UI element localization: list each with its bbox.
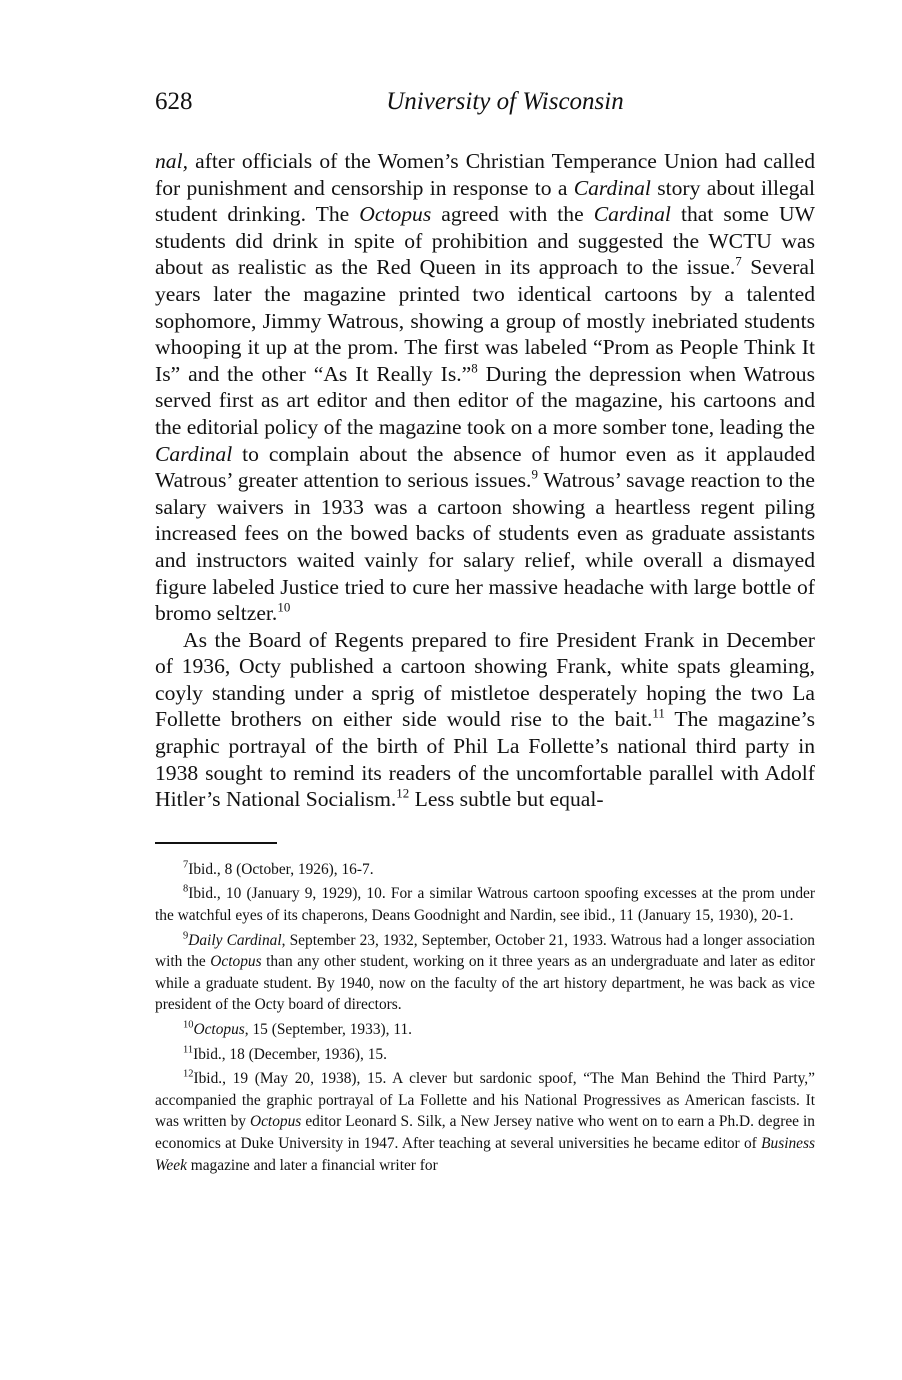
- footnote-text: Ibid., 18 (December, 1936), 15.: [193, 1045, 387, 1063]
- footnote-text: magazine and later a financial writer for: [186, 1156, 438, 1174]
- footnote-text: Ibid., 10 (January 9, 1929), 10. For a similar Watrous cartoon spoofing excesses at the prom under the watchful eyes of its chaperons, Deans Goodnight and Nardin, see ibid., 11 (January 15, 1930), 20-1.: [155, 885, 815, 925]
- footnote-number: 9: [183, 930, 189, 942]
- text-run: As the Board of Regents prepared to fire President Frank in December of 1936, Octy published a cartoon showing Frank, white spats gleaming, coyly standing under a sprig of mistletoe desperately hoping the two La Follette brothers on either side would rise to the bait.: [155, 627, 815, 732]
- text-run: story about illegal student drinking. The: [155, 175, 815, 227]
- footnote-9: [155, 930, 815, 1016]
- italic-text: Daily Cardinal: [188, 931, 282, 949]
- footnote-ref-10: 10: [277, 599, 291, 615]
- page-header: [155, 88, 815, 128]
- footnote-text: than any other student, working on it three years as an undergraduate and later as editor while a graduate student. By 1940, now on the faculty of the art history department, he was back as vice president of the Octy board of directors.: [155, 953, 815, 1014]
- text-run: The magazine’s graphic portrayal of the birth of Phil La Follette’s national third party in 1938 sought to remind its readers of the uncomfortable parallel with Adolf Hitler’s National Socialism.: [155, 707, 815, 812]
- footnote-number: 12: [183, 1068, 194, 1080]
- italic-text: Octopus: [210, 953, 262, 971]
- text-run: Watrous’ savage reaction to the salary waivers in 1933 was a cartoon showing a heartless regent piling increased fees on the bowed backs of students even as graduate assistants and instructors waited vainly for salary relief, while overall a dismayed figure labeled Justice tried to cure her massive headache with large bottle of bromo seltzer.: [155, 468, 816, 626]
- footnote-text: , 15 (September, 1933), 11.: [244, 1021, 413, 1038]
- footnote-ref-12: 12: [396, 785, 410, 801]
- paragraph-2: [155, 627, 815, 813]
- footnote-11: [155, 1044, 815, 1066]
- footnote-12: [155, 1068, 815, 1176]
- footnote-divider: [155, 842, 277, 844]
- italic-text: Business Week: [155, 1134, 815, 1174]
- running-head: University of Wisconsin: [386, 88, 624, 115]
- italic-text: Cardinal: [573, 175, 651, 200]
- text-run: agreed with the: [431, 202, 594, 227]
- book-page: [155, 88, 815, 1179]
- footnote-ref-8: 8: [471, 360, 478, 376]
- footnote-number: 11: [183, 1044, 194, 1056]
- italic-text: Octopus: [193, 1021, 245, 1038]
- italic-text: Octopus: [249, 1113, 302, 1131]
- text-run: Less subtle but equal-: [409, 787, 604, 812]
- italic-text: Cardinal: [155, 441, 233, 466]
- text-run: after officials of the Women’s Christian Temperance Union had called for punishment and censorship in response to a: [155, 149, 815, 200]
- footnote-ref-9: 9: [531, 466, 538, 482]
- footnote-text: editor Leonard S. Silk, a New Jersey native who went on to earn a Ph.D. degree in economics at Duke University in 1947. After teaching at several universities he became editor of: [155, 1113, 815, 1152]
- italic-text: nal,: [155, 149, 188, 173]
- text-run: that some UW students did drink in spite of prohibition and suggested the WCTU was about as realistic as the Red Queen in its approach to the issue.: [155, 202, 816, 280]
- footnote-10: [155, 1019, 815, 1041]
- footnote-ref-7: 7: [735, 253, 742, 269]
- footnote-text: , September 23, 1932, September, October 21, 1933. Watrous had a longer association with the: [155, 931, 815, 971]
- paragraph-1: [155, 148, 815, 627]
- text-run: to complain about the absence of humor even as it applauded Watrous’ greater attention to serious issues.: [155, 441, 815, 493]
- footnote-text: Ibid., 8 (October, 1926), 16-7.: [188, 860, 374, 878]
- footnotes: [155, 859, 815, 1176]
- footnote-ref-11: 11: [652, 706, 665, 722]
- italic-text: Cardinal: [593, 202, 671, 227]
- footnote-text: Ibid., 19 (May 20, 1938), 15. A clever but sardonic spoof, “The Man Behind the Third Party,” accompanied the graphic portrayal of La Follette and his National Progressives as American fascists. It was written by: [155, 1070, 815, 1131]
- text-run: Several years later the magazine printed two identical cartoons by a talented sophomore, Jimmy Watrous, showing a group of mostly inebriated students whooping it up at the prom. The first was labeled “Prom as People Think It Is” and the other “As It Really Is.”: [155, 255, 815, 386]
- text-run: During the depression when Watrous served first as art editor and then editor of the magazine, his cartoons and the editorial policy of the magazine took on a more somber tone, leading the: [155, 361, 815, 439]
- footnote-number: 10: [183, 1019, 194, 1031]
- footnote-number: 8: [183, 884, 189, 896]
- italic-text: Octopus: [359, 202, 432, 227]
- footnote-7: [155, 859, 815, 881]
- page-number: 628: [155, 88, 193, 115]
- footnote-8: [155, 883, 815, 926]
- body-text: [155, 148, 815, 813]
- footnote-number: 7: [183, 859, 189, 871]
